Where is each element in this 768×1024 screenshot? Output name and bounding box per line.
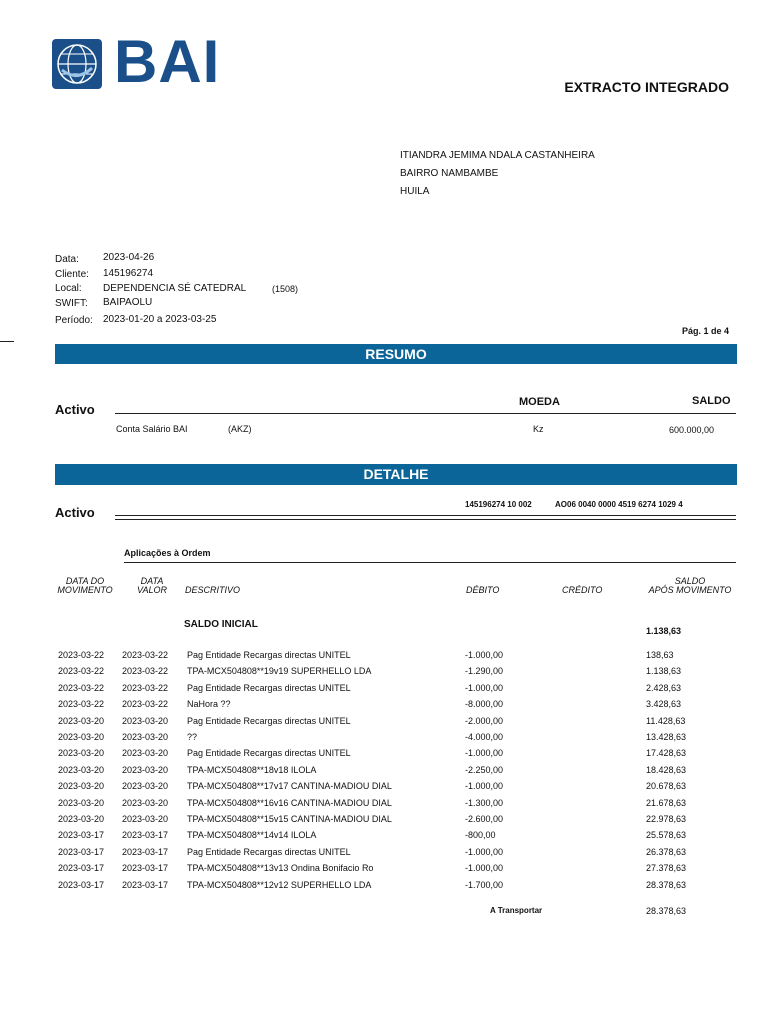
cell-debito: -2.000,00 [465,715,504,726]
cell-descritivo: TPA-MCX504808**17v17 CANTINA-MADIOU DIAL [187,781,392,792]
cliente-value: 145196274 [103,268,154,279]
cell-data-movimento: 2023-03-22 [58,650,105,660]
swift-value: BAIPAOLU [103,297,153,308]
bai-logo [52,28,221,95]
cell-debito: -8.000,00 [465,699,504,710]
table-row [0,880,768,896]
iban: AO06 0040 0000 4519 6274 1029 4 [555,500,683,509]
cell-descritivo: Pag Entidade Recargas directas UNITEL [187,682,351,693]
cell-data-valor: 2023-03-20 [122,732,169,742]
cell-debito: -4.000,00 [465,732,504,742]
cell-descritivo: Pag Entidade Recargas directas UNITEL [187,846,351,857]
customer-name: ITIANDRA JEMIMA NDALA CASTANHEIRA [400,150,595,161]
cell-debito: -1.300,00 [465,797,504,808]
address-line-1: BAIRRO NAMBAMBE [400,168,499,179]
table-row [0,765,768,781]
account-currency-code: (AKZ) [228,424,252,434]
account-number: 145196274 10 002 [465,500,532,509]
cell-data-valor: 2023-03-22 [122,666,169,677]
saldo-inicial-value: 1.138,63 [646,626,682,636]
resumo-rule [115,413,736,414]
local-label: Local: [55,283,82,294]
col-credito: CRÉDITO [562,585,603,595]
cell-data-valor: 2023-03-17 [122,830,169,841]
cell-debito: -1.000,00 [465,650,504,660]
cell-descritivo: TPA-MCX504808**18v18 ILOLA [187,764,317,775]
cell-data-valor: 2023-03-17 [122,863,169,874]
cell-data-valor: 2023-03-22 [122,682,169,693]
resumo-bar: RESUMO [55,344,737,364]
resumo-saldo-header: SALDO [692,395,731,407]
table-row [0,781,768,797]
cell-data-movimento: 2023-03-20 [58,732,105,742]
cell-data-movimento: 2023-03-17 [58,879,105,890]
cell-saldo: 3.428,63 [646,699,682,710]
data-label: Data: [55,254,79,265]
sub-section-rule [124,562,736,563]
cell-descritivo: Pag Entidade Recargas directas UNITEL [187,650,351,660]
cell-data-movimento: 2023-03-20 [58,764,105,775]
cell-descritivo: ?? [187,732,198,742]
table-row [0,683,768,699]
cliente-label: Cliente: [55,269,89,280]
cell-descritivo: TPA-MCX504808**12v12 SUPERHELLO LDA [187,879,372,890]
cell-data-movimento: 2023-03-17 [58,830,105,841]
cell-data-valor: 2023-03-20 [122,764,169,775]
cell-saldo: 20.678,63 [646,781,687,792]
cell-saldo: 13.428,63 [646,732,687,742]
cell-saldo: 18.428,63 [646,764,687,775]
saldo-inicial-label: SALDO INICIAL [184,619,258,630]
cell-data-movimento: 2023-03-20 [58,748,105,759]
col-descritivo: DESCRITIVO [185,585,241,595]
cell-debito: -2.600,00 [465,814,504,824]
resumo-moeda-header: MOEDA [519,396,560,408]
cell-debito: -1.000,00 [465,781,504,792]
cell-descritivo: TPA-MCX504808**16v16 CANTINA-MADIOU DIAL [187,797,392,808]
table-row [0,650,768,666]
cell-saldo: 25.578,63 [646,830,687,841]
detalhe-activo-label: Activo [55,505,95,520]
cell-saldo: 26.378,63 [646,846,687,857]
cell-saldo: 28.378,63 [646,879,687,890]
col-data-valor: DATA VALOR [136,576,167,595]
cell-debito: -1.000,00 [465,863,504,874]
cell-data-movimento: 2023-03-17 [58,846,105,857]
data-value: 2023-04-26 [103,252,155,263]
cell-data-valor: 2023-03-17 [122,846,169,857]
table-row [0,798,768,814]
detalhe-rule-top [115,515,736,516]
cell-saldo: 1.138,63 [646,666,682,677]
table-row [0,716,768,732]
table-row [0,847,768,863]
cell-descritivo: Pag Entidade Recargas directas UNITEL [187,748,351,759]
table-row [0,666,768,682]
cell-saldo: 2.428,63 [646,682,682,693]
cell-debito: -800,00 [465,830,496,841]
cell-saldo: 21.678,63 [646,797,687,808]
cell-data-movimento: 2023-03-22 [58,682,105,693]
table-row [0,814,768,830]
detalhe-rule-bottom [115,519,736,520]
transportar-label: A Transportar [490,906,543,915]
cell-data-valor: 2023-03-20 [122,814,169,824]
cell-saldo: 22.978,63 [646,814,687,824]
swift-label: SWIFT: [55,298,88,309]
account-saldo: 600.000,00 [668,425,714,435]
cell-saldo: 11.428,63 [646,715,686,726]
cell-descritivo: TPA-MCX504808**19v19 SUPERHELLO LDA [187,666,372,677]
table-row [0,830,768,846]
cell-data-movimento: 2023-03-20 [58,797,105,808]
margin-mark [0,341,14,342]
cell-data-valor: 2023-03-22 [122,650,169,660]
periodo-label: Período: [55,315,93,326]
cell-data-valor: 2023-03-20 [122,797,169,808]
account-name: Conta Salário BAI [116,424,188,434]
col-debito: DÉBITO [466,585,500,595]
cell-data-movimento: 2023-03-20 [58,781,105,792]
logo-text: BAI [114,28,221,95]
cell-descritivo: TPA-MCX504808**15v15 CANTINA-MADIOU DIAL [187,814,392,824]
cell-saldo: 27.378,63 [646,863,687,874]
cell-descritivo: TPA-MCX504808**14v14 ILOLA [187,830,317,841]
cell-descritivo: NaHora ?? [187,699,231,710]
local-code: (1508) [272,284,299,294]
cell-data-movimento: 2023-03-22 [58,666,105,677]
cell-debito: -1.000,00 [465,682,504,693]
transportar-value: 28.378,63 [646,906,687,916]
col-saldo: SALDO APÓS MOVIMENTO [648,576,732,595]
table-row [0,732,768,748]
cell-saldo: 17.428,63 [646,748,687,759]
cell-data-valor: 2023-03-20 [122,715,169,726]
local-value: DEPENDENCIA SÉ CATEDRAL [103,283,247,294]
cell-debito: -1.000,00 [465,846,504,857]
document-title: EXTRACTO INTEGRADO [564,79,729,95]
cell-data-movimento: 2023-03-17 [58,863,105,874]
address-line-2: HUILA [400,186,430,197]
cell-descritivo: TPA-MCX504808**13v13 Ondina Bonifacio Ro [187,863,374,874]
resumo-activo-label: Activo [55,402,95,417]
table-row [0,699,768,715]
page-number: Pág. 1 de 4 [681,326,729,336]
col-data-movimento: DATA DO MOVIMENTO [57,576,113,595]
cell-debito: -1.290,00 [465,666,504,677]
cell-descritivo: Pag Entidade Recargas directas UNITEL [187,715,351,726]
cell-data-movimento: 2023-03-22 [58,699,105,710]
cell-data-valor: 2023-03-17 [122,879,169,890]
sub-section-title: Aplicações à Ordem [124,548,211,558]
cell-saldo: 138,63 [646,650,674,660]
table-row [0,863,768,879]
cell-debito: -1.000,00 [465,748,504,759]
cell-data-valor: 2023-03-20 [122,781,169,792]
cell-data-movimento: 2023-03-20 [58,814,105,824]
cell-data-valor: 2023-03-20 [122,748,169,759]
detalhe-bar: DETALHE [55,464,737,485]
account-moeda: Kz [533,424,544,434]
cell-debito: -2.250,00 [465,764,504,775]
table-row [0,748,768,764]
cell-data-valor: 2023-03-22 [122,699,169,710]
periodo-value: 2023-01-20 a 2023-03-25 [103,314,217,325]
cell-debito: -1.700,00 [465,879,504,890]
cell-data-movimento: 2023-03-20 [58,715,105,726]
